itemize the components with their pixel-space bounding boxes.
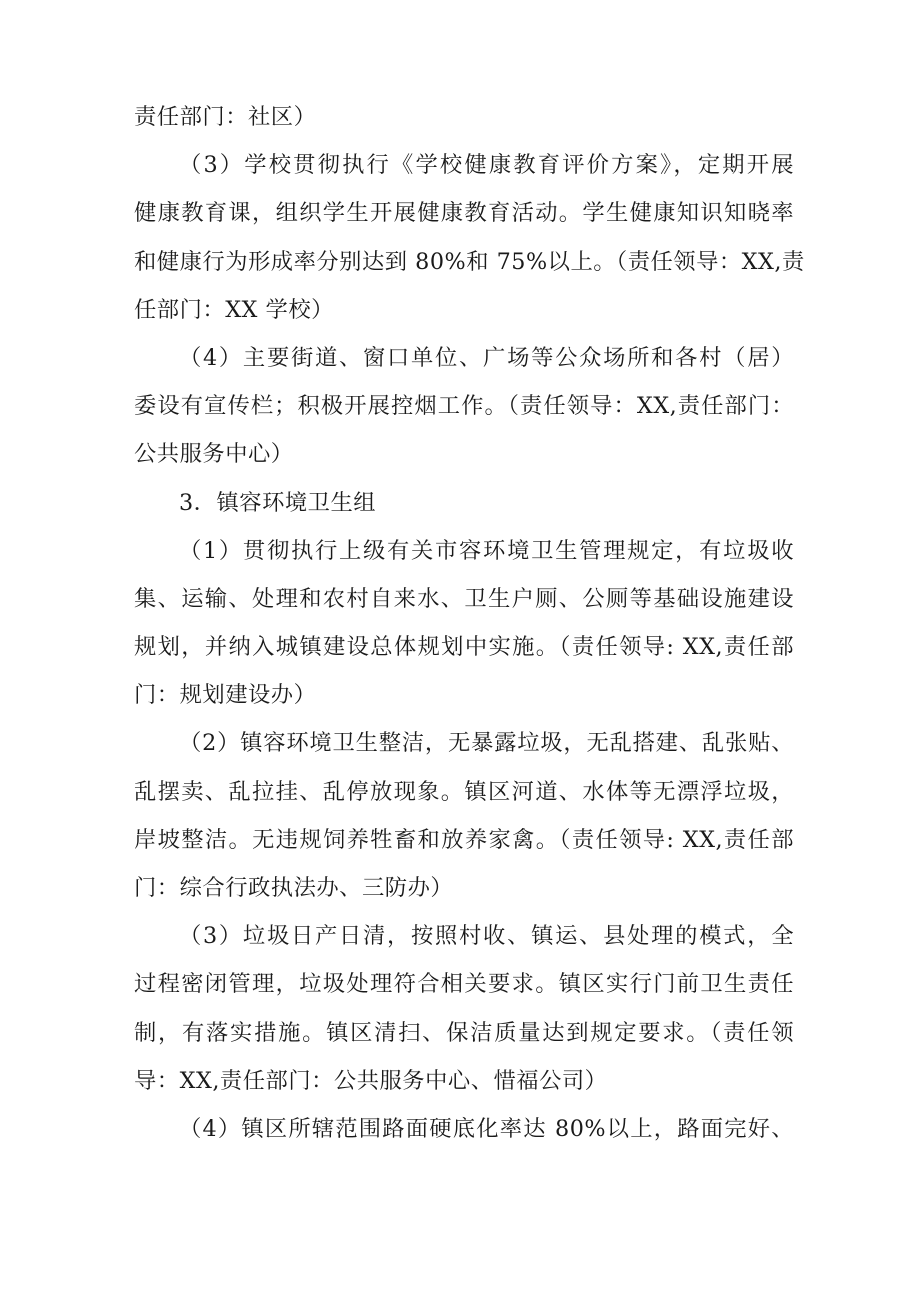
text-line: 公共服务中心） [134, 441, 294, 468]
text-line: 3．镇容环境卫生组 [179, 489, 377, 516]
text-line: （3）学校贯彻执行《学校健康教育评价方案》，定期开展 [179, 152, 794, 179]
text-line: （4）镇区所辖范围路面硬底化率达 80%以上，路面完好、 [179, 1115, 794, 1142]
text-line: 委设有宣传栏；积极开展控烟工作。（责任领导：XX,责任部门： [134, 393, 794, 420]
text-line: 门：规划建设办） [134, 682, 317, 709]
text-line: （2）镇容环境卫生整洁，无暴露垃圾，无乱搭建、乱张贴、 [179, 730, 794, 757]
text-line: 健康教育课，组织学生开展健康教育活动。学生健康知识知晓率 [134, 200, 794, 227]
text-line: 和健康行为形成率分别达到 80%和 75%以上。（责任领导：XX,责 [134, 248, 805, 275]
text-line: 过程密闭管理，垃圾处理符合相关要求。镇区实行门前卫生责任 [134, 971, 794, 998]
text-line: （4）主要街道、窗口单位、广场等公众场所和各村（居） [179, 344, 794, 371]
text-line: 规划，并纳入城镇建设总体规划中实施。（责任领导: XX,责任部 [134, 634, 794, 661]
document-body [134, 93, 805, 1153]
text-line: （1）贯彻执行上级有关市容环境卫生管理规定，有垃圾收 [179, 537, 794, 564]
text-line: 责任部门：社区） [134, 104, 317, 130]
text-line: 导：XX,责任部门：公共服务中心、惜福公司） [134, 1067, 608, 1094]
text-line: 门：综合行政执法办、三防办） [134, 875, 454, 901]
text-line: 乱摆卖、乱拉挂、乱停放现象。镇区河道、水体等无漂浮垃圾， [134, 778, 794, 805]
text-line: 岸坡整洁。无违规饲养牲畜和放养家禽。（责任领导: XX,责任部 [134, 826, 794, 853]
text-line: （3）垃圾日产日清，按照村收、镇运、县处理的模式，全 [179, 923, 794, 950]
text-line: 任部门：XX 学校） [134, 296, 334, 323]
text-line: 集、运输、处理和农村自来水、卫生户厕、公厕等基础设施建设 [134, 585, 794, 612]
text-line: 制，有落实措施。镇区清扫、保洁质量达到规定要求。（责任领 [134, 1019, 794, 1046]
